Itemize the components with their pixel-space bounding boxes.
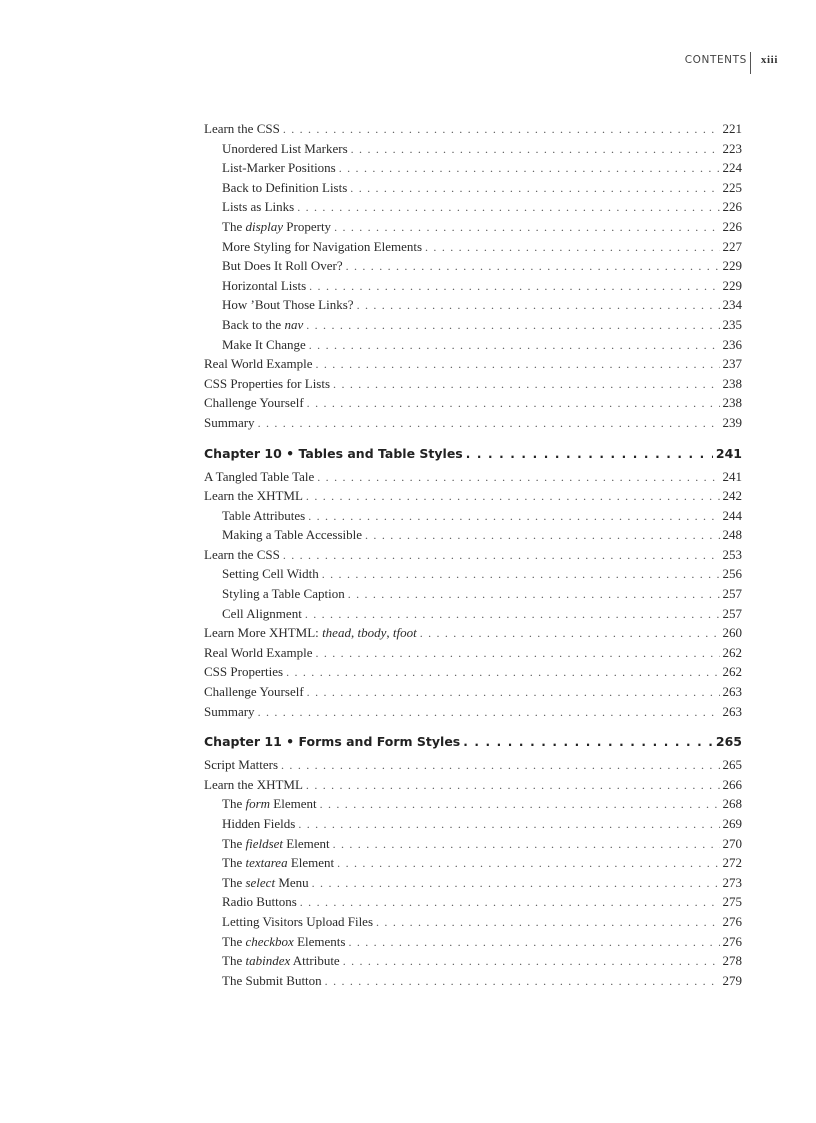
entry-page-number: 263 xyxy=(722,703,742,719)
entry-title xyxy=(204,623,417,643)
entry-title: CSS Properties xyxy=(204,664,284,680)
entry-title-part: The xyxy=(222,796,246,812)
toc-entry[interactable] xyxy=(204,393,742,413)
entry-page-number: 266 xyxy=(722,776,742,792)
entry-title-part: Attribute xyxy=(290,953,340,969)
dot-leader xyxy=(298,815,719,835)
dot-leader xyxy=(348,585,720,605)
entry-title-part: The xyxy=(222,835,246,851)
entry-title xyxy=(222,853,334,873)
entry-title: Real World Example xyxy=(204,356,313,372)
entry-title: Learn the XHTML xyxy=(204,776,303,792)
entry-title: CSS Properties for Lists xyxy=(204,375,331,391)
page-number: xiii xyxy=(760,54,778,66)
toc-entry[interactable] xyxy=(204,775,742,795)
entry-title: Radio Buttons xyxy=(222,894,297,910)
toc-entry[interactable] xyxy=(204,178,742,198)
dot-leader xyxy=(309,336,720,356)
toc-entry[interactable] xyxy=(204,794,742,814)
chapter-page-number: 265 xyxy=(715,734,742,750)
toc-entry[interactable] xyxy=(204,623,742,643)
toc-entry[interactable] xyxy=(204,467,742,487)
entry-title: Back to Definition Lists xyxy=(222,179,348,195)
entry-page-number: 270 xyxy=(722,835,742,851)
entry-title-code-term: thead xyxy=(322,625,351,641)
toc-entry[interactable] xyxy=(204,413,742,433)
entry-page-number: 276 xyxy=(722,933,742,949)
entry-title: Unordered List Markers xyxy=(222,140,348,156)
entry-title-part: Element xyxy=(287,855,335,871)
dot-leader xyxy=(466,443,713,465)
entry-page-number: 253 xyxy=(722,546,742,562)
toc-entry[interactable] xyxy=(204,256,742,276)
toc-entry[interactable] xyxy=(204,912,742,932)
chapter-title: Chapter 11 • Forms and Form Styles xyxy=(204,734,461,750)
entry-title: Lists as Links xyxy=(222,199,295,215)
toc-entry[interactable] xyxy=(204,584,742,604)
entry-page-number: 223 xyxy=(722,140,742,156)
entry-page-number: 257 xyxy=(722,586,742,602)
dot-leader xyxy=(312,874,720,894)
entry-page-number: 275 xyxy=(722,894,742,910)
entry-title-part: The xyxy=(222,933,246,949)
dot-leader xyxy=(334,218,719,238)
toc-entry[interactable] xyxy=(204,932,742,952)
entry-title: Cell Alignment xyxy=(222,605,302,621)
dot-leader xyxy=(376,913,719,933)
entry-title: Summary xyxy=(204,414,255,430)
entry-title-part: Menu xyxy=(275,874,309,890)
entry-page-number: 229 xyxy=(722,258,742,274)
dot-leader xyxy=(320,795,720,815)
dot-leader xyxy=(365,526,719,546)
dot-leader xyxy=(339,159,720,179)
entry-page-number: 262 xyxy=(722,644,742,660)
entry-title: Challenge Yourself xyxy=(204,684,304,700)
entry-title: List-Marker Positions xyxy=(222,160,336,176)
entry-title: Styling a Table Caption xyxy=(222,586,345,602)
entry-title: Script Matters xyxy=(204,757,279,773)
dot-leader xyxy=(351,140,720,160)
entry-title: Learn the CSS xyxy=(204,546,280,562)
entry-title: Real World Example xyxy=(204,644,313,660)
dot-leader xyxy=(283,120,720,140)
dot-leader xyxy=(306,316,719,336)
toc-entry[interactable] xyxy=(204,486,742,506)
entry-title: Learn the XHTML xyxy=(204,488,303,504)
dot-leader xyxy=(357,296,720,316)
entry-page-number: 260 xyxy=(722,625,742,641)
dot-leader xyxy=(463,731,713,753)
entry-title xyxy=(222,217,331,237)
entry-page-number: 242 xyxy=(722,488,742,504)
toc-entry[interactable] xyxy=(204,354,742,374)
chapter-title: Chapter 10 • Tables and Table Styles xyxy=(204,445,463,461)
toc-entry[interactable] xyxy=(204,564,742,584)
entry-page-number: 269 xyxy=(722,816,742,831)
dot-leader xyxy=(281,756,719,776)
toc-entry[interactable] xyxy=(204,702,742,722)
chapter-page-number: 241 xyxy=(715,445,742,461)
toc-chapter-heading[interactable] xyxy=(204,443,742,465)
entry-title-code-term: select xyxy=(245,874,276,890)
entry-title-part: Property xyxy=(283,218,332,234)
entry-title-part: Back to the xyxy=(222,316,285,332)
entry-page-number: 244 xyxy=(722,507,742,523)
dot-leader xyxy=(322,565,720,585)
dot-leader xyxy=(346,257,720,277)
dot-leader xyxy=(420,624,720,644)
toc-entry[interactable] xyxy=(204,951,742,971)
toc-entry[interactable] xyxy=(204,682,742,702)
dot-leader xyxy=(315,355,719,375)
toc-entry[interactable] xyxy=(204,158,742,178)
entry-title-code-term: checkbox xyxy=(245,933,294,949)
entry-page-number: 235 xyxy=(722,316,742,332)
entry-title-part: The xyxy=(222,874,246,890)
entry-title-code-term: tabindex xyxy=(245,953,291,969)
entry-title-part: , xyxy=(350,625,358,641)
entry-title xyxy=(222,951,340,971)
toc-entry[interactable] xyxy=(204,662,742,682)
entry-title-part: The xyxy=(222,953,246,969)
entry-page-number: 273 xyxy=(722,874,742,890)
entry-title: Letting Visitors Upload Files xyxy=(222,913,374,929)
dot-leader xyxy=(350,179,719,199)
dot-leader xyxy=(283,546,720,566)
entry-title-code-term: nav xyxy=(284,316,304,332)
dot-leader xyxy=(305,605,720,625)
dot-leader xyxy=(306,776,720,796)
entry-title: How ’Bout Those Links? xyxy=(222,297,354,313)
dot-leader xyxy=(258,414,720,434)
entry-title-code-term: tbody xyxy=(357,625,387,641)
entry-title-code-term: textarea xyxy=(245,855,288,871)
section-title: CONTENTS xyxy=(684,54,747,66)
entry-title-code-term: fieldset xyxy=(245,835,284,851)
toc-entry[interactable] xyxy=(204,971,742,991)
dot-leader xyxy=(337,854,719,874)
entry-title-part: Element xyxy=(283,835,330,851)
entry-page-number: 272 xyxy=(722,855,742,871)
entry-page-number: 229 xyxy=(722,277,742,293)
entry-page-number: 226 xyxy=(722,218,742,234)
entry-page-number: 225 xyxy=(722,179,742,195)
dot-leader xyxy=(258,703,720,723)
entry-title: The Submit Button xyxy=(222,972,322,988)
entry-page-number: 239 xyxy=(722,414,742,430)
entry-title-code-term: tfoot xyxy=(392,625,417,641)
toc-entry[interactable] xyxy=(204,374,742,394)
entry-page-number: 221 xyxy=(722,121,742,136)
entry-title: But Does It Roll Over? xyxy=(222,258,343,274)
dot-leader xyxy=(309,277,719,297)
entry-title: A Tangled Table Tale xyxy=(204,468,315,484)
entry-title: Table Attributes xyxy=(222,507,306,523)
entry-page-number: 226 xyxy=(722,199,742,215)
entry-page-number: 237 xyxy=(722,356,742,372)
dot-leader xyxy=(286,663,719,683)
entry-title-part: Learn More XHTML: xyxy=(204,625,323,641)
header-divider xyxy=(750,52,751,74)
entry-page-number: 279 xyxy=(722,972,742,988)
dot-leader xyxy=(300,893,720,913)
entry-page-number: 263 xyxy=(722,684,742,700)
entry-title xyxy=(222,794,317,814)
entry-title: Setting Cell Width xyxy=(222,566,319,582)
entry-page-number: 265 xyxy=(722,757,742,773)
entry-page-number: 262 xyxy=(722,664,742,680)
dot-leader xyxy=(307,394,720,414)
dot-leader xyxy=(325,972,720,992)
toc-entry[interactable] xyxy=(204,814,742,834)
entry-page-number: 256 xyxy=(722,566,742,582)
dot-leader xyxy=(333,375,719,395)
toc-entry[interactable] xyxy=(204,506,742,526)
toc-entry[interactable] xyxy=(204,755,742,775)
entry-page-number: 268 xyxy=(722,796,742,812)
entry-title: Horizontal Lists xyxy=(222,277,307,293)
entry-title-part: , xyxy=(386,625,393,641)
entry-title xyxy=(222,932,345,952)
dot-leader xyxy=(317,468,719,488)
toc-entry[interactable] xyxy=(204,237,742,257)
dot-leader xyxy=(343,952,720,972)
entry-page-number: 236 xyxy=(722,336,742,352)
toc-entry[interactable] xyxy=(204,295,742,315)
entry-title-part: Element xyxy=(270,796,317,812)
toc-entry[interactable] xyxy=(204,276,742,296)
entry-title xyxy=(222,834,330,854)
entry-title: Challenge Yourself xyxy=(204,395,304,411)
entry-title-part: Elements xyxy=(293,933,346,949)
entry-title-code-term: display xyxy=(245,218,284,234)
entry-page-number: 248 xyxy=(722,527,742,543)
entry-page-number: 241 xyxy=(722,468,742,484)
toc-entry[interactable] xyxy=(204,525,742,545)
dot-leader xyxy=(348,933,719,953)
entry-title: Make It Change xyxy=(222,336,306,352)
toc-entry[interactable] xyxy=(204,217,742,237)
table-of-contents xyxy=(204,119,742,990)
entry-title xyxy=(222,315,303,335)
toc-entry[interactable] xyxy=(204,853,742,873)
entry-title: More Styling for Navigation Elements xyxy=(222,238,423,254)
entry-page-number: 278 xyxy=(722,953,742,969)
toc-entry[interactable] xyxy=(204,197,742,217)
toc-entry[interactable] xyxy=(204,335,742,355)
entry-title: Learn the CSS xyxy=(204,121,280,136)
toc-entry[interactable] xyxy=(204,834,742,854)
entry-page-number: 234 xyxy=(722,297,742,313)
toc-chapter-heading[interactable] xyxy=(204,731,742,753)
toc-entry[interactable] xyxy=(204,643,742,663)
entry-page-number: 238 xyxy=(722,375,742,391)
dot-leader xyxy=(297,198,719,218)
dot-leader xyxy=(333,835,720,855)
dot-leader xyxy=(307,683,720,703)
toc-entry[interactable] xyxy=(204,892,742,912)
toc-entry[interactable] xyxy=(204,873,742,893)
toc-entry[interactable] xyxy=(204,545,742,565)
entry-page-number: 227 xyxy=(722,238,742,254)
entry-title-code-term: form xyxy=(245,796,271,812)
entry-title: Summary xyxy=(204,703,255,719)
entry-page-number: 257 xyxy=(722,605,742,621)
toc-entry[interactable] xyxy=(204,119,742,139)
entry-page-number: 224 xyxy=(722,160,742,176)
entry-title-part: The xyxy=(222,218,246,234)
toc-entry[interactable] xyxy=(204,604,742,624)
entry-title xyxy=(222,873,309,893)
dot-leader xyxy=(315,644,719,664)
toc-entry[interactable] xyxy=(204,139,742,159)
entry-page-number: 276 xyxy=(722,913,742,929)
toc-entry[interactable] xyxy=(204,315,742,335)
running-header xyxy=(685,52,778,74)
dot-leader xyxy=(308,507,719,527)
dot-leader xyxy=(306,487,720,507)
entry-page-number: 238 xyxy=(722,395,742,411)
entry-title: Making a Table Accessible xyxy=(222,527,363,543)
dot-leader xyxy=(425,238,719,258)
entry-title: Hidden Fields xyxy=(222,816,296,831)
entry-title-part: The xyxy=(222,855,246,871)
